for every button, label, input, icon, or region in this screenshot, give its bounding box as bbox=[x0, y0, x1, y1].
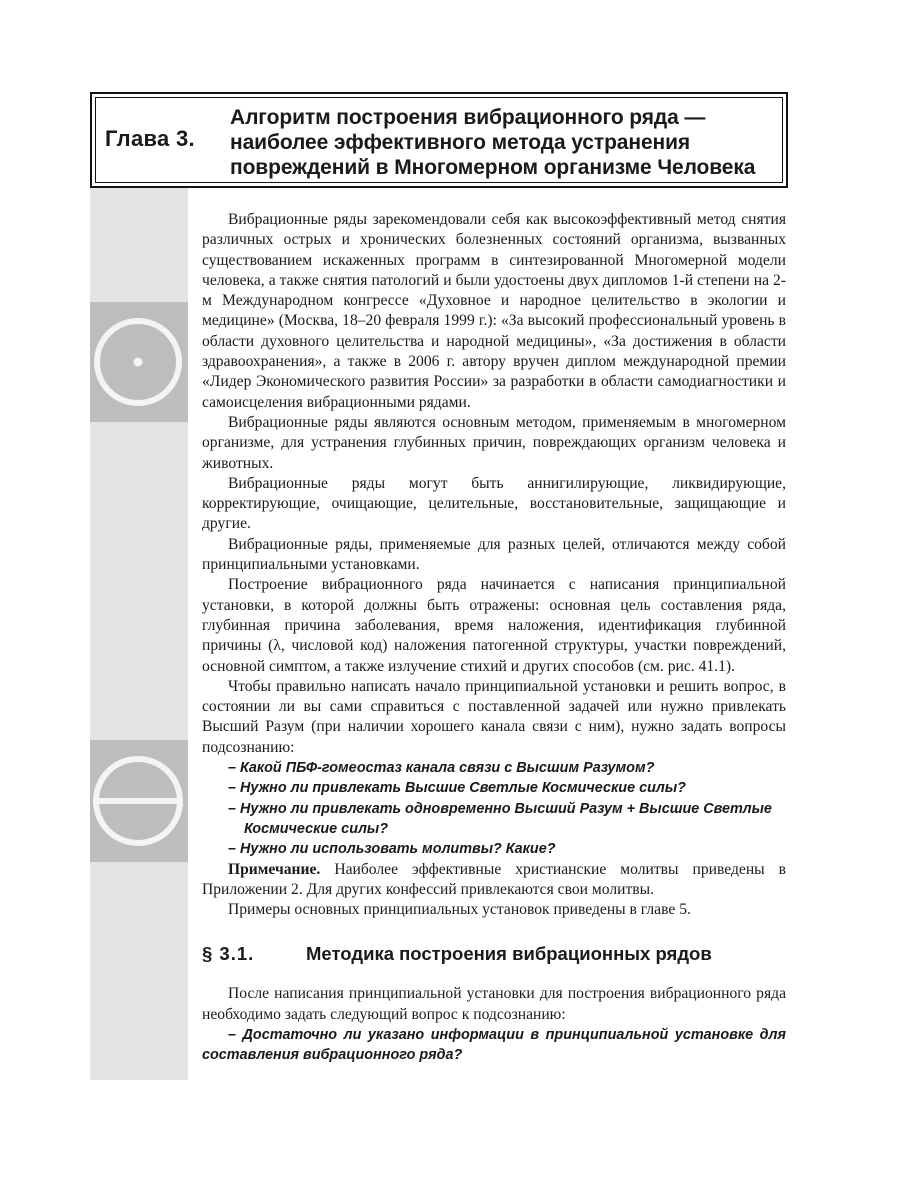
paragraph: Примеры основных принципиальных установок приведены в главе 5. bbox=[228, 901, 691, 919]
section-question: – Достаточно ли указано информации в принципиальной установке для составления вибрационного ряда? bbox=[202, 1026, 786, 1064]
question-item: – Нужно ли использовать молитвы? Какие? bbox=[228, 841, 556, 858]
note-label: Примечание. bbox=[228, 860, 321, 878]
symbol-box-dot bbox=[90, 302, 188, 422]
chapter-header-frame bbox=[95, 97, 783, 183]
chapter-title: Алгоритм построения вибрационного ряда — наиболее эффективного метода устранения повреждений в Многомерном организме Человека bbox=[230, 106, 756, 179]
question-item: – Нужно ли привлекать Высшие Светлые Космические силы? bbox=[228, 780, 686, 797]
section-heading bbox=[202, 942, 786, 966]
paragraph: Вибрационные ряды могут быть аннигилирующие, ликвидирующие, корректирующие, очищающие, целительные, восстановительные, защищающие и другие. bbox=[202, 474, 786, 533]
paragraph: Чтобы правильно написать начало принципиальной установки и решить вопрос, в состоянии ли вы сами справиться с поставленной задачей или нужно привлекать Высший Разум (при наличии хорошего канала связи с ним), нужно задать вопросы подсознанию: bbox=[202, 677, 786, 756]
question-item: – Какой ПБФ-гомеостаз канала связи с Высшим Разумом? bbox=[228, 760, 655, 777]
main-text bbox=[202, 210, 786, 1066]
chapter-header bbox=[90, 92, 788, 188]
note-paragraph bbox=[202, 860, 786, 901]
chapter-label: Глава 3. bbox=[105, 126, 195, 151]
symbol-box-line bbox=[90, 740, 188, 862]
question-list bbox=[202, 758, 786, 859]
circle-with-horizontal-line-icon bbox=[90, 740, 188, 862]
question-item: – Нужно ли привлекать одновременно Высший Разум + Высшие Светлые Космические силы? bbox=[228, 800, 772, 837]
paragraph: После написания принципиальной установки для построения вибрационного ряда необходимо задать следующий вопрос к подсознанию: bbox=[202, 985, 786, 1023]
circle-with-dot-icon bbox=[90, 302, 188, 422]
section-number: § 3.1. bbox=[202, 943, 255, 965]
paragraph: Построение вибрационного ряда начинается с написания принципиальной установки, в которой должны быть отражены: основная цель составления ряда, глубинная причина заболевания, время наложения, идентификация глубинной причины (λ, числовой код) наложения патогенной структуры, участки повреждений, основной симптом, а также излучение стихий и других способов (см. рис. 41.1). bbox=[202, 576, 786, 675]
paragraph: Вибрационные ряды являются основным методом, применяемым в многомерном организме, для устранения глубинных причин, повреждающих организм человека и животных. bbox=[202, 413, 786, 472]
note-text: Наиболее эффективные христианские молитвы приведены в Приложении 2. Для других конфессий привлекаются свои молитвы. bbox=[202, 860, 786, 898]
paragraph: Вибрационные ряды, применяемые для разных целей, отличаются между собой принципиальными установками. bbox=[202, 535, 786, 574]
section-title: Методика построения вибрационных рядов bbox=[306, 943, 712, 965]
paragraph: Вибрационные ряды зарекомендовали себя как высокоэффективный метод снятия различных острых и хронических болезненных состояний организма, вызванных существованием искаженных программ в синтезированной Многомерной модели человека, а также снятия патологий и были удостоены двух дипломов 1-й степени на 2-м Международном конгрессе «Духовное и народное целительство в экологии и медицине» (Москва, 18–20 февраля 1999 г.): «За высокий профессиональный уровень в области духовного целительства и народной медицины», «За достижения в области здравоохранения», а также в 2006 г. автору вручен диплом международной премии «Лидер Экономического развития России» за разработки в области самодиагностики и самоисцеления вибрационными рядами. bbox=[202, 211, 786, 411]
